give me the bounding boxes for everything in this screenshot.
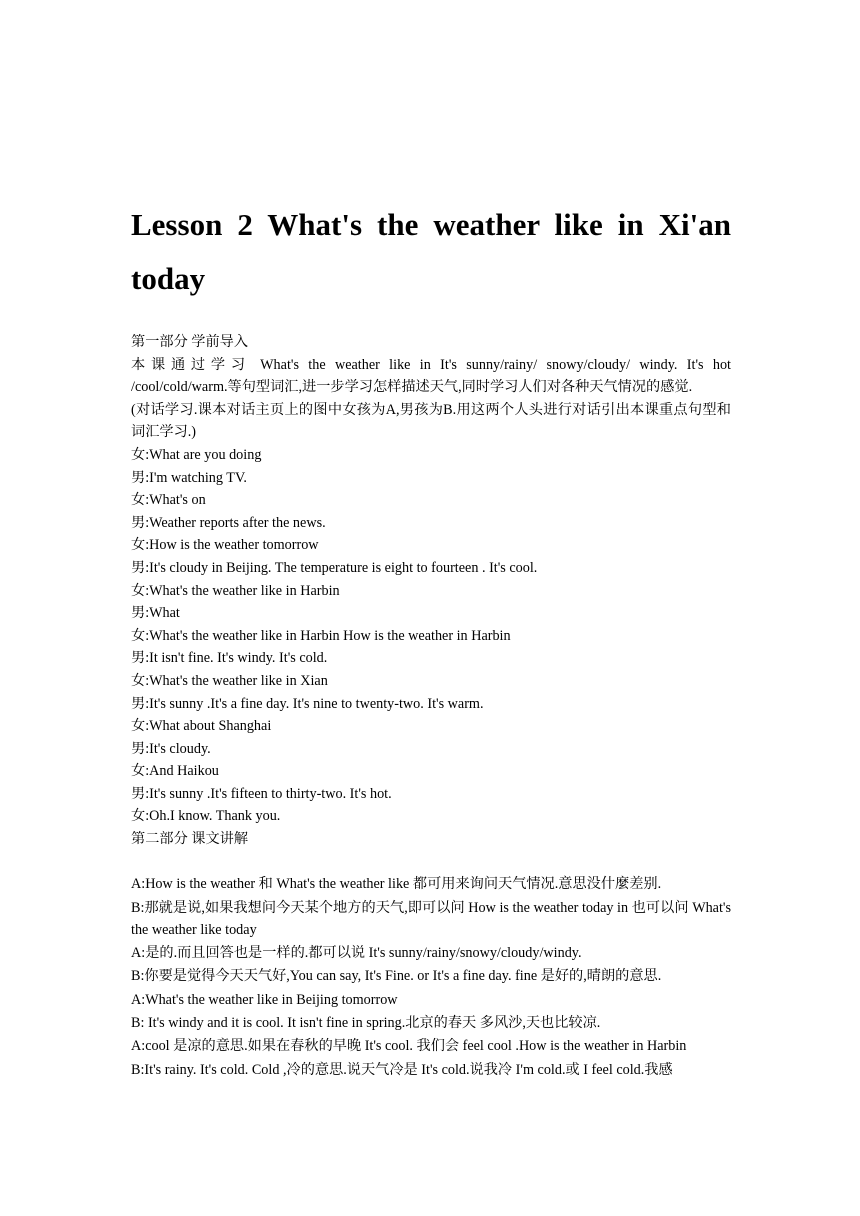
section-heading-2: 第二部分 课文讲解 [131,831,249,848]
explanation-line: B:你要是觉得今天天气好,You can say, It's Fine. or It's a fine day. fine 是好的,晴朗的意思. [131,968,662,985]
intro-paragraph: 本课通过学习 What's the weather like in It's sunny/rainy/ snowy/cloudy/ windy. It's hot /cool/cold/warm.等句型词汇,进一步学习怎样描述天气,同时学习人们对各种天气情况的感觉. [131,356,731,396]
explanation-line: A:是的.而且回答也是一样的.都可以说 It's sunny/rainy/snowy/cloudy/windy. [131,944,582,961]
dialogue-line: 男:What [131,605,180,622]
explanation-line: B: It's windy and it is cool. It isn't fine in spring.北京的春天 多风沙,天也比较凉. [131,1015,601,1032]
dialogue-line: 男:Weather reports after the news. [131,514,326,531]
explanation [131,873,731,1082]
blank-line [131,851,731,874]
dialogue-line: 女:And Haikou [131,763,219,780]
section-heading-1: 第一部分 学前导入 [131,334,249,350]
explanation-line: A:cool 是凉的意思.如果在春秋的早晚 It's cool. 我们会 feel cool .How is the weather in Harbin [131,1038,687,1055]
explanation-line: B:It's rainy. It's cold. Cold ,冷的意思.说天气冷是 It's cold.说我冷 I'm cold.或 I feel cold.我感 [131,1061,673,1078]
dialogue-line: 男:It's sunny .It's a fine day. It's nine to twenty-two. It's warm. [131,695,484,712]
dialogue-line: 男:I'm watching TV. [131,469,247,486]
dialogue-line: 女:How is the weather tomorrow [131,537,319,554]
dialogue [131,444,731,828]
document-page [131,198,731,1082]
document-body [131,331,731,1082]
dialogue-line: 男:It isn't fine. It's windy. It's cold. [131,650,328,667]
note-paragraph: (对话学习.课本对话主页上的图中女孩为A,男孩为B.用这两个人头进行对话引出本课重点句型和词汇学习.) [131,401,731,441]
dialogue-line: 女:What's the weather like in Harbin How is the weather in Harbin [131,627,511,644]
dialogue-line: 女:What's the weather like in Xian [131,672,328,689]
dialogue-line: 男:It's sunny .It's fifteen to thirty-two. It's hot. [131,785,392,802]
dialogue-line: 女:Oh.I know. Thank you. [131,808,281,825]
dialogue-line: 女:What's on [131,492,206,509]
dialogue-line: 女:What are you doing [131,446,262,463]
explanation-line: A:How is the weather 和 What's the weather like 都可用来询问天气情况.意思没什麼差别. [131,876,662,893]
explanation-paragraph: B:那就是说,如果我想问今天某个地方的天气,即可以问 How is the weather today in 也可以问 What's the weather like today [131,899,731,939]
dialogue-line: 男:It's cloudy. [131,740,211,757]
lesson-title: Lesson 2 What's the weather like in Xi'an today [131,207,731,296]
explanation-line: A:What's the weather like in Beijing tomorrow [131,991,398,1008]
dialogue-line: 男:It's cloudy in Beijing. The temperature is eight to fourteen . It's cool. [131,559,538,576]
dialogue-line: 女:What about Shanghai [131,718,272,735]
dialogue-line: 女:What's the weather like in Harbin [131,582,340,599]
